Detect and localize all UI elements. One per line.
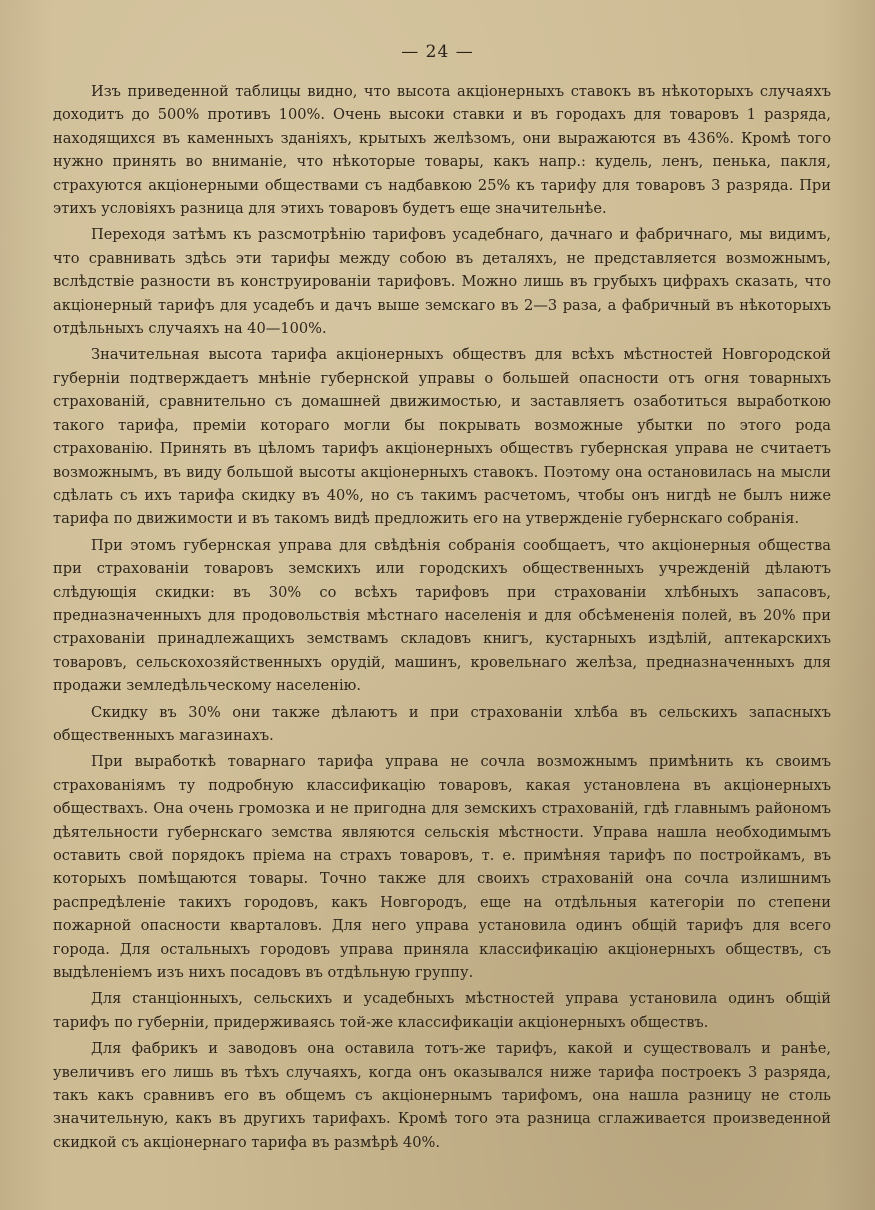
paragraph-7: Для станціонныхъ, сельскихъ и усадебныхъ мѣстностей управа установила одинъ общій тарифъ по губерніи, придерживаясь той-же классификаціи акціонерныхъ обществъ. (53, 990, 831, 1031)
page-number: — 24 — (401, 42, 474, 62)
paragraph-6: При выработкѣ товарнаго тарифа управа не сочла возможнымъ примѣнить къ своимъ страхованіямъ ту подробную классификацію товаровъ, какая установлена въ акціонерныхъ обществахъ. Она очень громозка и не пригодна для земскихъ страхованій, гдѣ главнымъ райономъ дѣятельности губернскаго земства являются сельскія мѣстности. Управа нашла необходимымъ оставить свой порядокъ пріема на страхъ товаровъ, т. е. примѣняя тарифъ по постройкамъ, въ которыхъ помѣщаются товары. Точно также для своихъ страхованій она сочла излишнимъ распредѣленіе такихъ городовъ, какъ Новгородъ, еще на отдѣльныя категоріи по степени пожарной опасности кварталовъ. Для него управа установила одинъ общій тарифъ для всего города. Для остальныхъ городовъ управа приняла классификацію акціонерныхъ обществъ, съ выдѣленіемъ изъ нихъ посадовъ въ отдѣльную группу. (53, 753, 831, 982)
paragraph-4: При этомъ губернская управа для свѣдѣнія собранія сообщаетъ, что акціонерныя общества при страхованіи товаровъ земскихъ или городскихъ общественныхъ учрежденій дѣлаютъ слѣдующія скидки: въ 30% со всѣхъ тарифовъ при страхованіи хлѣбныхъ запасовъ, предназначенныхъ для продовольствія мѣстнаго населенія и для обсѣмененія полей, въ 20% при страхованіи принадлежащихъ земствамъ складовъ книгъ, кустарныхъ издѣлій, аптекарскихъ товаровъ, сельскохозяйственныхъ орудій, машинъ, кровельнаго желѣза, предназначенныхъ для продажи земледѣльческому населенію. (53, 536, 831, 695)
paragraph-2: Переходя затѣмъ къ разсмотрѣнію тарифовъ усадебнаго, дачнаго и фабричнаго, мы видимъ, что сравнивать здѣсь эти тарифы между собою въ деталяхъ, не представляется возможнымъ, вслѣдствіе разности въ конструированіи тарифовъ. Можно лишь въ грубыхъ цифрахъ сказать, что акціонерный тарифъ для усадебъ и дачъ выше земскаго въ 2—3 раза, а фабричный въ нѣкоторыхъ отдѣльныхъ случаяхъ на 40—100%. (53, 226, 831, 338)
paragraph-5: Скидку въ 30% они также дѣлаютъ и при страхованіи хлѣба въ сельскихъ запасныхъ общественныхъ магазинахъ. (53, 703, 831, 744)
paragraph-8: Для фабрикъ и заводовъ она оставила тотъ-же тарифъ, какой и существовалъ и ранѣе, увеличивъ его лишь въ тѣхъ случаяхъ, когда онъ оказывался ниже тарифа построекъ 3 разряда, такъ какъ сравнивъ его въ общемъ съ акціонернымъ тарифомъ, она нашла разницу не столь значительную, какъ въ другихъ тарифахъ. Кромѣ того эта разница сглаживается произведенной скидкой съ акціонернаго тарифа въ размѣрѣ 40%. (53, 1040, 831, 1151)
paragraph-1: Изъ приведенной таблицы видно, что высота акціонерныхъ ставокъ въ нѣкоторыхъ случаяхъ доходитъ до 500% противъ 100%. Очень высоки ставки и въ городахъ для товаровъ 1 разряда, находящихся въ каменныхъ зданіяхъ, крытыхъ желѣзомъ, они выражаются въ 436%. Кромѣ того нужно принять во вниманіе, что нѣкоторые товары, какъ напр.: кудель, ленъ, пенька, пакля, страхуются акціонерными обществами съ надбавкою 25% къ тарифу для товаровъ 3 разряда. При этихъ условіяхъ разница для этихъ товаровъ будетъ еще значительнѣе. (53, 83, 831, 218)
body-text (53, 80, 831, 1154)
paragraph-3: Значительная высота тарифа акціонерныхъ обществъ для всѣхъ мѣстностей Новгородской губерніи подтверждаетъ мнѣніе губернской управы о большей опасности отъ огня товарныхъ страхованій, сравнительно съ домашней движимостью, и заставляетъ озаботиться выработкою такого тарифа, преміи котораго могли бы покрывать возможные убытки по этого рода страхованію. Принять въ цѣломъ тарифъ акціонерныхъ обществъ губернская управа не считаетъ возможнымъ, въ виду большой высоты акціонерныхъ ставокъ. Поэтому она остановилась на мысли сдѣлать съ ихъ тарифа скидку въ 40%, но съ такимъ расчетомъ, чтобы онъ нигдѣ не былъ ниже тарифа по движимости и въ такомъ видѣ предложить его на утвержденіе губернскаго собранія. (53, 346, 831, 528)
